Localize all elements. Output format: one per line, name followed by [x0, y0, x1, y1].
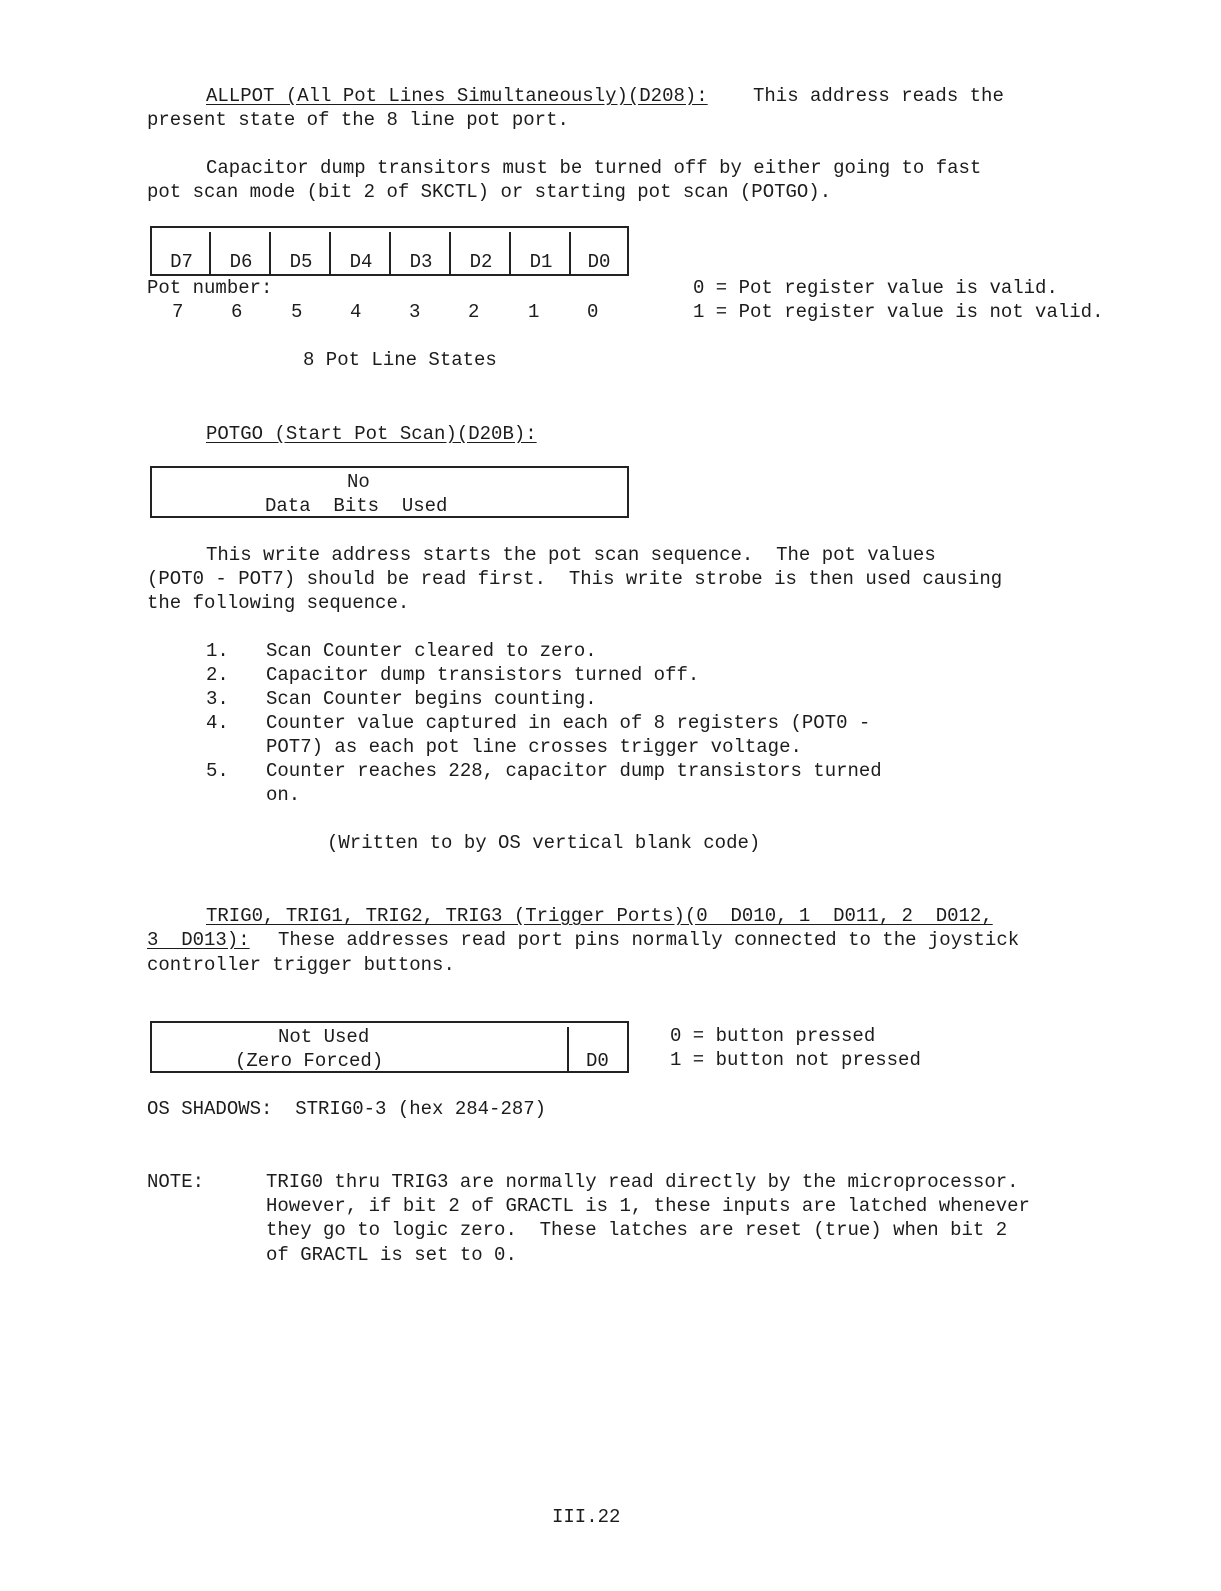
- potgo-note: (Written to by OS vertical blank code): [327, 832, 761, 854]
- step-text-cont: on.: [266, 784, 301, 806]
- step-number: 3.: [206, 688, 229, 710]
- potgo-box-text: No: [347, 471, 370, 493]
- pot-number: 0: [587, 301, 599, 323]
- step-text: Capacitor dump transistors turned off.: [266, 664, 700, 686]
- bit-cell-d3: D3: [409, 251, 433, 273]
- trig-legend-pressed: 0 = button pressed: [670, 1025, 876, 1047]
- allpot-paragraph-line: pot scan mode (bit 2 of SKCTL) or starting pot scan (POTGO).: [147, 181, 832, 203]
- allpot-description: This address reads the: [753, 85, 1004, 107]
- note-line: of GRACTL is set to 0.: [266, 1244, 517, 1266]
- trig-description: These addresses read port pins normally connected to the joystick: [278, 929, 1020, 951]
- note-label: NOTE:: [147, 1171, 205, 1193]
- os-shadows: OS SHADOWS: STRIG0-3 (hex 284-287): [147, 1098, 547, 1120]
- trig-heading-cont: 3 D013):: [147, 929, 250, 951]
- trig-box-text: (Zero Forced): [235, 1050, 384, 1072]
- pot-number: 4: [350, 301, 362, 323]
- potgo-paragraph-line: This write address starts the pot scan sequence. The pot values: [206, 544, 936, 566]
- step-number: 4.: [206, 712, 229, 734]
- step-text: Counter reaches 228, capacitor dump transistors turned: [266, 760, 882, 782]
- allpot-heading: ALLPOT (All Pot Lines Simultaneously)(D208):: [206, 85, 708, 107]
- potgo-register-box: [150, 466, 629, 518]
- note-line: they go to logic zero. These latches are reset (true) when bit 2: [266, 1219, 1008, 1241]
- step-text-cont: POT7) as each pot line crosses trigger voltage.: [266, 736, 802, 758]
- pot-number: 6: [231, 301, 243, 323]
- potgo-box-text: Data Bits Used: [265, 495, 448, 517]
- bit-cell-d6: D6: [229, 251, 253, 273]
- trig-register-box: [150, 1021, 629, 1073]
- trig-bit-d0: D0: [586, 1050, 609, 1072]
- pot-number: 5: [291, 301, 303, 323]
- allpot-legend-invalid: 1 = Pot register value is not valid.: [693, 301, 1104, 323]
- bit-cell-d2: D2: [469, 251, 493, 273]
- pot-number: 7: [172, 301, 184, 323]
- note-line: However, if bit 2 of GRACTL is 1, these inputs are latched whenever: [266, 1195, 1030, 1217]
- allpot-legend-valid: 0 = Pot register value is valid.: [693, 277, 1058, 299]
- page-number: III.22: [552, 1506, 621, 1528]
- bit-cell-d1: D1: [529, 251, 553, 273]
- step-text: Scan Counter begins counting.: [266, 688, 597, 710]
- step-number: 2.: [206, 664, 229, 686]
- step-number: 5.: [206, 760, 229, 782]
- pot-number: 2: [468, 301, 480, 323]
- step-text: Counter value captured in each of 8 registers (POT0 -: [266, 712, 871, 734]
- allpot-bit-register: [150, 226, 629, 276]
- potgo-paragraph-line: (POT0 - POT7) should be read first. This write strobe is then used causing: [147, 568, 1003, 590]
- pot-number: 3: [409, 301, 421, 323]
- bit-cell-d5: D5: [289, 251, 313, 273]
- note-line: TRIG0 thru TRIG3 are normally read directly by the microprocessor.: [266, 1171, 1019, 1193]
- trig-description-cont: controller trigger buttons.: [147, 954, 455, 976]
- trig-legend-not-pressed: 1 = button not pressed: [670, 1049, 921, 1071]
- bit-cell-d4: D4: [349, 251, 373, 273]
- trig-box-text: Not Used: [278, 1026, 370, 1048]
- trig-heading: TRIG0, TRIG1, TRIG2, TRIG3 (Trigger Ports)(0 D010, 1 D011, 2 D012,: [206, 905, 993, 927]
- bit-cell-d7: D7: [170, 251, 193, 273]
- pot-number: 1: [528, 301, 540, 323]
- potgo-paragraph-line: the following sequence.: [147, 592, 410, 614]
- step-number: 1.: [206, 640, 229, 662]
- allpot-description-cont: present state of the 8 line pot port.: [147, 109, 569, 131]
- allpot-caption: 8 Pot Line States: [303, 349, 497, 371]
- allpot-paragraph-line: Capacitor dump transitors must be turned off by either going to fast: [206, 157, 982, 179]
- step-text: Scan Counter cleared to zero.: [266, 640, 597, 662]
- pot-number-label: Pot number:: [147, 277, 273, 299]
- potgo-heading: POTGO (Start Pot Scan)(D20B):: [206, 423, 537, 445]
- bit-cell-d0: D0: [587, 251, 611, 273]
